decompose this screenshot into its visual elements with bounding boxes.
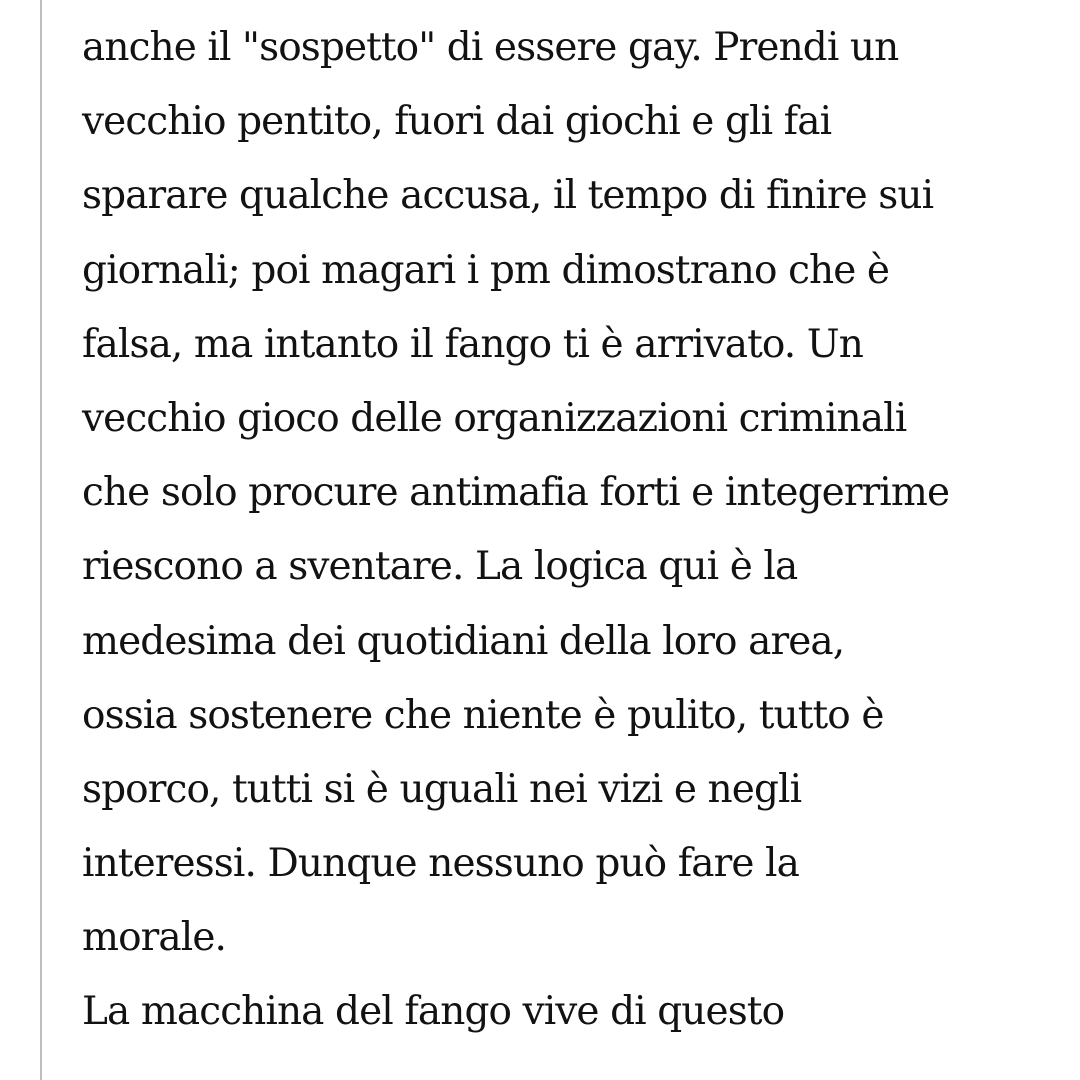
article-body: [82, 11, 1072, 1050]
text-line: interessi. Dunque nessuno può fare la: [82, 841, 799, 887]
text-line: medesima dei quotidiani della loro area,: [82, 618, 845, 664]
left-border-rule: [40, 0, 42, 1080]
text-line: vecchio pentito, fuori dai giochi e gli fai: [82, 99, 832, 145]
text-line: sparare qualche accusa, il tempo di finire sui: [82, 173, 934, 219]
text-line: La macchina del fango vive di questo: [82, 989, 785, 1035]
text-line: vecchio gioco delle organizzazioni criminali: [82, 395, 907, 441]
text-line: ossia sostenere che niente è pulito, tutto è: [82, 692, 884, 738]
text-line: giornali; poi magari i pm dimostrano che è: [82, 247, 890, 293]
text-line: sporco, tutti si è uguali nei vizi e negli: [82, 766, 802, 812]
text-line: falsa, ma intanto il fango ti è arrivato. Un: [82, 321, 863, 367]
text-line: anche il "sospetto" di essere gay. Prendi un: [82, 25, 899, 70]
text-line: morale.: [82, 915, 227, 961]
text-line: riescono a sventare. La logica qui è la: [82, 544, 798, 590]
text-line: che solo procure antimafia forti e integerrime: [82, 470, 950, 516]
